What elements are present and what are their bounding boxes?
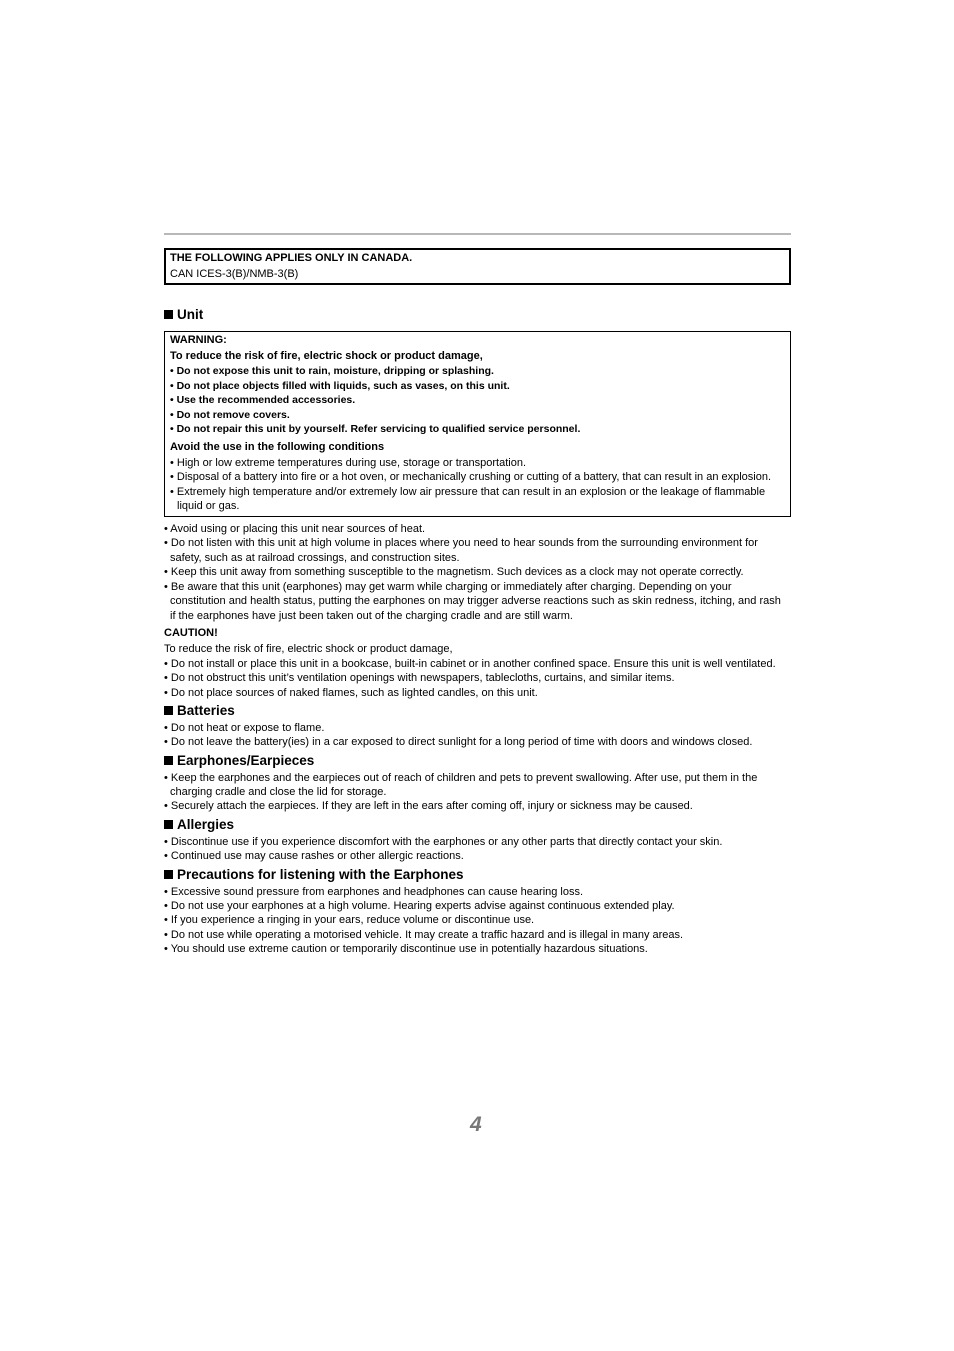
- caution-label: CAUTION!: [164, 627, 218, 639]
- avoid-item-continued: liquid or gas.: [177, 500, 240, 512]
- warning-intro: To reduce the risk of fire, electric shock or product damage,: [170, 350, 483, 362]
- warning-box: [164, 331, 791, 517]
- square-bullet-icon: [164, 706, 173, 715]
- avoid-item: • Extremely high temperature and/or extremely low air pressure that can result in an explosion or the leakage of flammable: [170, 486, 766, 498]
- section-title-precautions: [164, 867, 464, 882]
- square-bullet-icon: [164, 756, 173, 765]
- earphones-item-continued: charging cradle and close the lid for storage.: [170, 786, 387, 798]
- precautions-item: • Do not use your earphones at a high volume. Hearing experts advise against continuous extended play.: [164, 900, 675, 912]
- precautions-item: • You should use extreme caution or temporarily discontinue use in potentially hazardous situations.: [164, 943, 648, 955]
- section-title-batteries: [164, 703, 235, 718]
- precautions-item: • Excessive sound pressure from earphones and headphones can cause hearing loss.: [164, 886, 584, 898]
- warning-item: • Do not repair this unit by yourself. Refer servicing to qualified service personnel.: [170, 423, 581, 435]
- caution-item: • Do not obstruct this unit’s ventilation openings with newspapers, tablecloths, curtains, and similar items.: [164, 672, 675, 684]
- page-number: 4: [470, 1113, 482, 1136]
- earphones-item: • Securely attach the earpieces. If they are left in the ears after coming off, injury or sickness may be caused.: [164, 800, 693, 812]
- warning-item: • Use the recommended accessories.: [170, 394, 356, 406]
- canada-code: CAN ICES-3(B)/NMB-3(B): [170, 268, 299, 280]
- square-bullet-icon: [164, 820, 173, 829]
- earphones-item: • Keep the earphones and the earpieces out of reach of children and pets to prevent swallowing. After use, put them in the: [164, 772, 758, 784]
- section-title-text: Batteries: [177, 703, 235, 718]
- canada-heading: THE FOLLOWING APPLIES ONLY IN CANADA.: [170, 252, 413, 264]
- allergies-item: • Continued use may cause rashes or other allergic reactions.: [164, 850, 464, 862]
- batteries-item: • Do not leave the battery(ies) in a car exposed to direct sunlight for a long period of time with doors and windows closed.: [164, 736, 753, 748]
- warning-item: • Do not place objects filled with liquids, such as vases, on this unit.: [170, 380, 510, 392]
- canada-notice-box: [164, 248, 791, 285]
- section-title-allergies: [164, 817, 234, 832]
- avoid-item: • High or low extreme temperatures during use, storage or transportation.: [170, 457, 527, 469]
- note-item: • Be aware that this unit (earphones) may get warm while charging or immediately after charging. Depending on your: [164, 581, 732, 593]
- note-item-continued: if the earphones have just been taken out of the charging cradle and are still warm.: [170, 610, 573, 622]
- caution-item: • Do not install or place this unit in a bookcase, built-in cabinet or in another confined space. Ensure this unit is well ventilated.: [164, 658, 776, 670]
- warning-item: • Do not remove covers.: [170, 409, 290, 421]
- section-title-text: Allergies: [177, 817, 235, 832]
- section-title-text: Earphones/Earpieces: [177, 753, 315, 768]
- batteries-item: • Do not heat or expose to flame.: [164, 722, 325, 734]
- warning-label: WARNING:: [170, 334, 227, 346]
- header-rule: [164, 233, 791, 235]
- section-title-earphones: [164, 753, 314, 768]
- allergies-item: • Discontinue use if you experience discomfort with the earphones or any other parts that directly contact your skin.: [164, 836, 723, 848]
- section-title-unit: [164, 307, 203, 322]
- warning-item: • Do not expose this unit to rain, moisture, dripping or splashing.: [170, 365, 494, 377]
- note-item-continued: safety, such as at railroad crossings, and construction sites.: [170, 552, 460, 564]
- square-bullet-icon: [164, 870, 173, 879]
- section-title-text: Precautions for listening with the Earphones: [177, 867, 464, 882]
- section-title-text: Unit: [177, 307, 204, 322]
- note-item: • Keep this unit away from something susceptible to the magnetism. Such devices as a clock may not operate correctly.: [164, 566, 744, 578]
- caution-item: • Do not place sources of naked flames, such as lighted candles, on this unit.: [164, 687, 538, 699]
- note-item: • Do not listen with this unit at high volume in places where you need to hear sounds from the surrounding environment for: [164, 537, 758, 549]
- note-item-continued: constitution and health status, putting the earphones on may trigger adverse reactions such as skin redness, itching, and rash: [170, 595, 781, 607]
- avoid-heading: Avoid the use in the following conditions: [170, 441, 385, 453]
- precautions-item: • If you experience a ringing in your ears, reduce volume or discontinue use.: [164, 914, 535, 926]
- precautions-item: • Do not use while operating a motorised vehicle. It may create a traffic hazard and is illegal in many areas.: [164, 929, 684, 941]
- square-bullet-icon: [164, 310, 173, 319]
- caution-intro: To reduce the risk of fire, electric shock or product damage,: [164, 643, 453, 655]
- note-item: • Avoid using or placing this unit near sources of heat.: [164, 523, 426, 535]
- avoid-item: • Disposal of a battery into fire or a hot oven, or mechanically crushing or cutting of a battery, that can result in an explosion.: [170, 471, 772, 483]
